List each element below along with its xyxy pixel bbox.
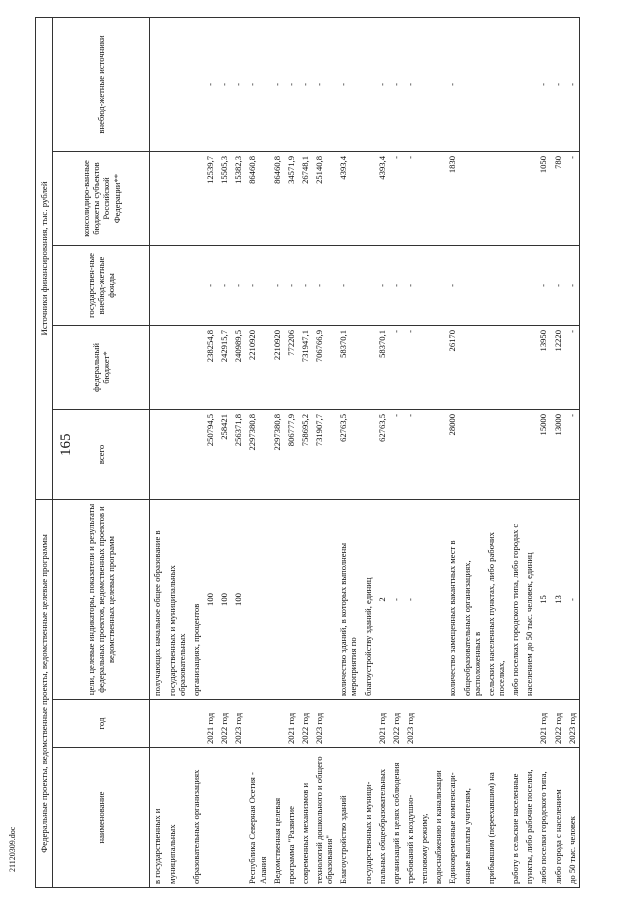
cell-name: [231, 748, 245, 888]
cell-state-funds: [417, 245, 431, 325]
financing-table: [35, 17, 580, 888]
cell-name: Благоустройство зданий: [336, 748, 360, 888]
table-row: [431, 17, 445, 887]
cell-name: современных механизмов и: [298, 748, 312, 888]
cell-year: [150, 700, 165, 748]
cell-total: 28000: [445, 409, 459, 499]
cell-name: технологий дошкольного и общего образования": [312, 748, 336, 888]
cell-year: [484, 700, 508, 748]
cell-total: [150, 409, 165, 499]
cell-federal: [150, 325, 165, 409]
cell-regional: [460, 151, 484, 245]
cell-federal: 242915,7: [217, 325, 231, 409]
cell-goal: -: [565, 499, 580, 699]
table-row: [389, 17, 403, 887]
cell-goal: сельских населенных пунктах, либо рабочих поселках,: [484, 499, 508, 699]
cell-name: до 50 тыс. человек: [565, 748, 580, 888]
cell-goal: получающих начальное общее образование в: [150, 499, 165, 699]
cell-regional: -: [389, 151, 403, 245]
cell-state-funds: -: [389, 245, 403, 325]
cell-state-funds: -: [270, 245, 284, 325]
cell-state-funds: [508, 245, 522, 325]
cell-state-funds: -: [203, 245, 217, 325]
cell-total: [417, 409, 431, 499]
cell-year: 2023 год: [231, 700, 245, 748]
cell-year: [445, 700, 459, 748]
cell-year: 2021 год: [203, 700, 217, 748]
cell-state-funds: [431, 245, 445, 325]
cell-federal: 2210920: [245, 325, 269, 409]
cell-federal: 58370,1: [375, 325, 389, 409]
header-total: всего: [53, 409, 150, 499]
cell-state-funds: [484, 245, 508, 325]
cell-total: 13000: [551, 409, 565, 499]
cell-extrabudget: [522, 17, 536, 151]
cell-extrabudget: -: [270, 17, 284, 151]
cell-goal: 100: [231, 499, 245, 699]
table-row: [270, 17, 284, 887]
cell-year: 2022 год: [551, 700, 565, 748]
cell-state-funds: -: [375, 245, 389, 325]
cell-year: 2022 год: [298, 700, 312, 748]
table-row: [165, 17, 189, 887]
cell-name: [217, 748, 231, 888]
cell-regional: 86460,8: [245, 151, 269, 245]
cell-name: либо города с населением: [551, 748, 565, 888]
table-row: [551, 17, 565, 887]
cell-goal: 100: [203, 499, 217, 699]
cell-total: 62763,5: [375, 409, 389, 499]
cell-regional: [150, 151, 165, 245]
cell-regional: 780: [551, 151, 565, 245]
cell-federal: [417, 325, 431, 409]
cell-extrabudget: -: [203, 17, 217, 151]
cell-goal: благоустройству зданий, единиц: [361, 499, 375, 699]
cell-regional: 1050: [536, 151, 550, 245]
cell-extrabudget: [508, 17, 522, 151]
cell-year: [417, 700, 431, 748]
cell-federal: -: [389, 325, 403, 409]
cell-extrabudget: -: [445, 17, 459, 151]
cell-total: 806777,9: [284, 409, 298, 499]
cell-extrabudget: -: [245, 17, 269, 151]
cell-regional: 86460,8: [270, 151, 284, 245]
cell-federal: 731947,1: [298, 325, 312, 409]
cell-extrabudget: -: [298, 17, 312, 151]
cell-federal: -: [403, 325, 417, 409]
cell-federal: [431, 325, 445, 409]
cell-total: 15000: [536, 409, 550, 499]
cell-goal: государственных и муниципальных образовательных: [165, 499, 189, 699]
cell-total: 758695,2: [298, 409, 312, 499]
cell-year: [270, 700, 284, 748]
cell-name: Единовременные компенсаци-: [445, 748, 459, 888]
cell-extrabudget: -: [312, 17, 336, 151]
cell-regional: [361, 151, 375, 245]
cell-state-funds: -: [536, 245, 550, 325]
header-extrabudget: внебюд-жетные источники: [53, 17, 150, 151]
cell-name: либо поселки городского типа,: [536, 748, 550, 888]
cell-federal: 26170: [445, 325, 459, 409]
cell-total: [522, 409, 536, 499]
cell-name: образовательных организациях: [189, 748, 203, 888]
cell-state-funds: -: [336, 245, 360, 325]
cell-year: 2023 год: [312, 700, 336, 748]
table-row: [245, 17, 269, 887]
cell-federal: [484, 325, 508, 409]
cell-extrabudget: [150, 17, 165, 151]
cell-goal: количество зданий, в которых выполнены мероприятия по: [336, 499, 360, 699]
cell-year: [189, 700, 203, 748]
header-goals: цели, целевые индикаторы, показатели и результаты федеральных проектов, ведомственных проектов и ведомственных целевых программ: [53, 499, 150, 699]
cell-extrabudget: -: [284, 17, 298, 151]
cell-goal: -: [403, 499, 417, 699]
cell-state-funds: [460, 245, 484, 325]
cell-federal: 240989,5: [231, 325, 245, 409]
cell-extrabudget: [165, 17, 189, 151]
cell-total: 62763,5: [336, 409, 360, 499]
cell-name: государственных и муници-: [361, 748, 375, 888]
cell-regional: 15382,3: [231, 151, 245, 245]
cell-goal: количество замещенных вакантных мест в: [445, 499, 459, 699]
cell-year: 2023 год: [403, 700, 417, 748]
cell-total: [460, 409, 484, 499]
cell-goal: [298, 499, 312, 699]
cell-extrabudget: -: [536, 17, 550, 151]
header-regional: консолидиро-ванные бюджеты субъектов Российской Федерации**: [53, 151, 150, 245]
cell-year: 2021 год: [284, 700, 298, 748]
cell-federal: 238254,8: [203, 325, 217, 409]
cell-federal: [361, 325, 375, 409]
cell-regional: -: [403, 151, 417, 245]
cell-name: Ведомственная целевая: [270, 748, 284, 888]
cell-goal: 15: [536, 499, 550, 699]
cell-regional: 4393,4: [375, 151, 389, 245]
cell-goal: организациях, процентов: [189, 499, 203, 699]
table-row: [417, 17, 431, 887]
table-row: [312, 17, 336, 887]
cell-total: -: [403, 409, 417, 499]
table-row: [284, 17, 298, 887]
cell-total: 256371,8: [231, 409, 245, 499]
cell-name: прибывшим (переехавшим) на: [484, 748, 508, 888]
table-row: [536, 17, 550, 887]
cell-state-funds: -: [245, 245, 269, 325]
cell-regional: [431, 151, 445, 245]
cell-regional: [417, 151, 431, 245]
cell-regional: 26748,1: [298, 151, 312, 245]
cell-year: [522, 700, 536, 748]
cell-goal: [417, 499, 431, 699]
cell-federal: 58370,1: [336, 325, 360, 409]
cell-year: [431, 700, 445, 748]
cell-name: в государственных и: [150, 748, 165, 888]
cell-federal: [508, 325, 522, 409]
cell-goal: [270, 499, 284, 699]
cell-goal: -: [389, 499, 403, 699]
cell-total: 2297380,8: [270, 409, 284, 499]
cell-regional: [508, 151, 522, 245]
cell-total: [508, 409, 522, 499]
cell-regional: [484, 151, 508, 245]
page-number: 165: [58, 433, 74, 456]
cell-name: тепловому режиму,: [417, 748, 431, 888]
cell-state-funds: [522, 245, 536, 325]
cell-state-funds: [150, 245, 165, 325]
cell-total: [361, 409, 375, 499]
cell-year: [508, 700, 522, 748]
cell-federal: 13950: [536, 325, 550, 409]
table-row: [217, 17, 231, 887]
cell-federal: [522, 325, 536, 409]
cell-total: 731907,7: [312, 409, 336, 499]
cell-state-funds: [165, 245, 189, 325]
cell-name: [203, 748, 217, 888]
cell-federal: [189, 325, 203, 409]
cell-state-funds: -: [231, 245, 245, 325]
cell-goal: 13: [551, 499, 565, 699]
cell-regional: [189, 151, 203, 245]
cell-state-funds: -: [298, 245, 312, 325]
cell-extrabudget: [361, 17, 375, 151]
cell-extrabudget: -: [231, 17, 245, 151]
cell-year: 2023 год: [565, 700, 580, 748]
cell-state-funds: -: [445, 245, 459, 325]
cell-total: -: [565, 409, 580, 499]
header-federal: федеральный бюджет*: [53, 325, 150, 409]
cell-name: водоснабжению и канализации: [431, 748, 445, 888]
header-state-funds: государствен-ные внебюд-жетные фонды: [53, 245, 150, 325]
cell-total: -: [389, 409, 403, 499]
cell-state-funds: -: [403, 245, 417, 325]
cell-year: 2022 год: [217, 700, 231, 748]
cell-total: [431, 409, 445, 499]
cell-extrabudget: -: [217, 17, 231, 151]
table-row: [298, 17, 312, 887]
table-row: [445, 17, 459, 887]
cell-federal: 772206: [284, 325, 298, 409]
cell-extrabudget: [460, 17, 484, 151]
cell-year: 2021 год: [375, 700, 389, 748]
footer-doc-code: 21120309.doc: [8, 826, 17, 872]
cell-federal: [165, 325, 189, 409]
cell-state-funds: -: [312, 245, 336, 325]
cell-regional: 25140,8: [312, 151, 336, 245]
cell-total: 250794,5: [203, 409, 217, 499]
table-row: [484, 17, 508, 887]
cell-state-funds: -: [284, 245, 298, 325]
table-row: [336, 17, 360, 887]
cell-goal: [312, 499, 336, 699]
cell-extrabudget: [417, 17, 431, 151]
cell-extrabudget: [484, 17, 508, 151]
cell-goal: либо поселках городского типа, либо городах с: [508, 499, 522, 699]
cell-federal: 706766,9: [312, 325, 336, 409]
table-row: [361, 17, 375, 887]
cell-goal: общеобразовательных организациях, расположенных в: [460, 499, 484, 699]
table-row: [189, 17, 203, 887]
cell-name: онные выплаты учителям,: [460, 748, 484, 888]
cell-extrabudget: -: [403, 17, 417, 151]
cell-state-funds: -: [565, 245, 580, 325]
table-row: [375, 17, 389, 887]
cell-extrabudget: [189, 17, 203, 151]
cell-name: пальных общеобразовательных: [375, 748, 389, 888]
cell-goal: [431, 499, 445, 699]
cell-extrabudget: -: [336, 17, 360, 151]
cell-name: работу в сельские населенные: [508, 748, 522, 888]
cell-extrabudget: -: [565, 17, 580, 151]
cell-year: 2021 год: [536, 700, 550, 748]
header-financing-group: Источники финансирования, тыс. рублей: [36, 17, 53, 499]
cell-name: программа "Развитие: [284, 748, 298, 888]
cell-state-funds: [361, 245, 375, 325]
table-row: [403, 17, 417, 887]
cell-name: организаций в целях соблюдения: [389, 748, 403, 888]
cell-goal: 100: [217, 499, 231, 699]
cell-total: [189, 409, 203, 499]
cell-extrabudget: [431, 17, 445, 151]
table-row: [231, 17, 245, 887]
table-row: [508, 17, 522, 887]
cell-state-funds: -: [217, 245, 231, 325]
cell-total: [165, 409, 189, 499]
cell-federal: 2210920: [270, 325, 284, 409]
cell-regional: 15505,3: [217, 151, 231, 245]
cell-regional: 34571,9: [284, 151, 298, 245]
cell-extrabudget: -: [551, 17, 565, 151]
cell-extrabudget: -: [375, 17, 389, 151]
cell-year: [336, 700, 360, 748]
cell-name: требований к воздушно-: [403, 748, 417, 888]
cell-regional: [522, 151, 536, 245]
cell-year: 2022 год: [389, 700, 403, 748]
cell-extrabudget: -: [389, 17, 403, 151]
table-row: [522, 17, 536, 887]
cell-goal: [284, 499, 298, 699]
cell-goal: 2: [375, 499, 389, 699]
cell-total: 258421: [217, 409, 231, 499]
table-row: [203, 17, 217, 887]
cell-goal: [245, 499, 269, 699]
header-year: год: [53, 700, 150, 748]
cell-state-funds: [189, 245, 203, 325]
cell-regional: 4393,4: [336, 151, 360, 245]
cell-regional: -: [565, 151, 580, 245]
cell-federal: 12220: [551, 325, 565, 409]
cell-state-funds: -: [551, 245, 565, 325]
cell-name: муниципальных: [165, 748, 189, 888]
cell-total: [484, 409, 508, 499]
header-name: наименование: [53, 748, 150, 888]
cell-name: Республика Северная Осетия - Алания: [245, 748, 269, 888]
table-body: [150, 17, 580, 887]
financing-table-sheet: [35, 18, 625, 888]
table-row: [150, 17, 165, 887]
cell-year: [165, 700, 189, 748]
cell-name: пункты, либо рабочие поселки,: [522, 748, 536, 888]
cell-year: [460, 700, 484, 748]
cell-goal: населением до 50 тыс. человек, единиц: [522, 499, 536, 699]
table-row: [565, 17, 580, 887]
cell-federal: -: [565, 325, 580, 409]
cell-regional: 12539,7: [203, 151, 217, 245]
cell-year: [245, 700, 269, 748]
cell-regional: [165, 151, 189, 245]
cell-year: [361, 700, 375, 748]
header-projects-group: Федеральные проекты, ведомственные проекты, ведомственные целевые программы: [36, 499, 53, 887]
cell-total: 2297380,8: [245, 409, 269, 499]
table-row: [460, 17, 484, 887]
cell-federal: [460, 325, 484, 409]
cell-regional: 1830: [445, 151, 459, 245]
